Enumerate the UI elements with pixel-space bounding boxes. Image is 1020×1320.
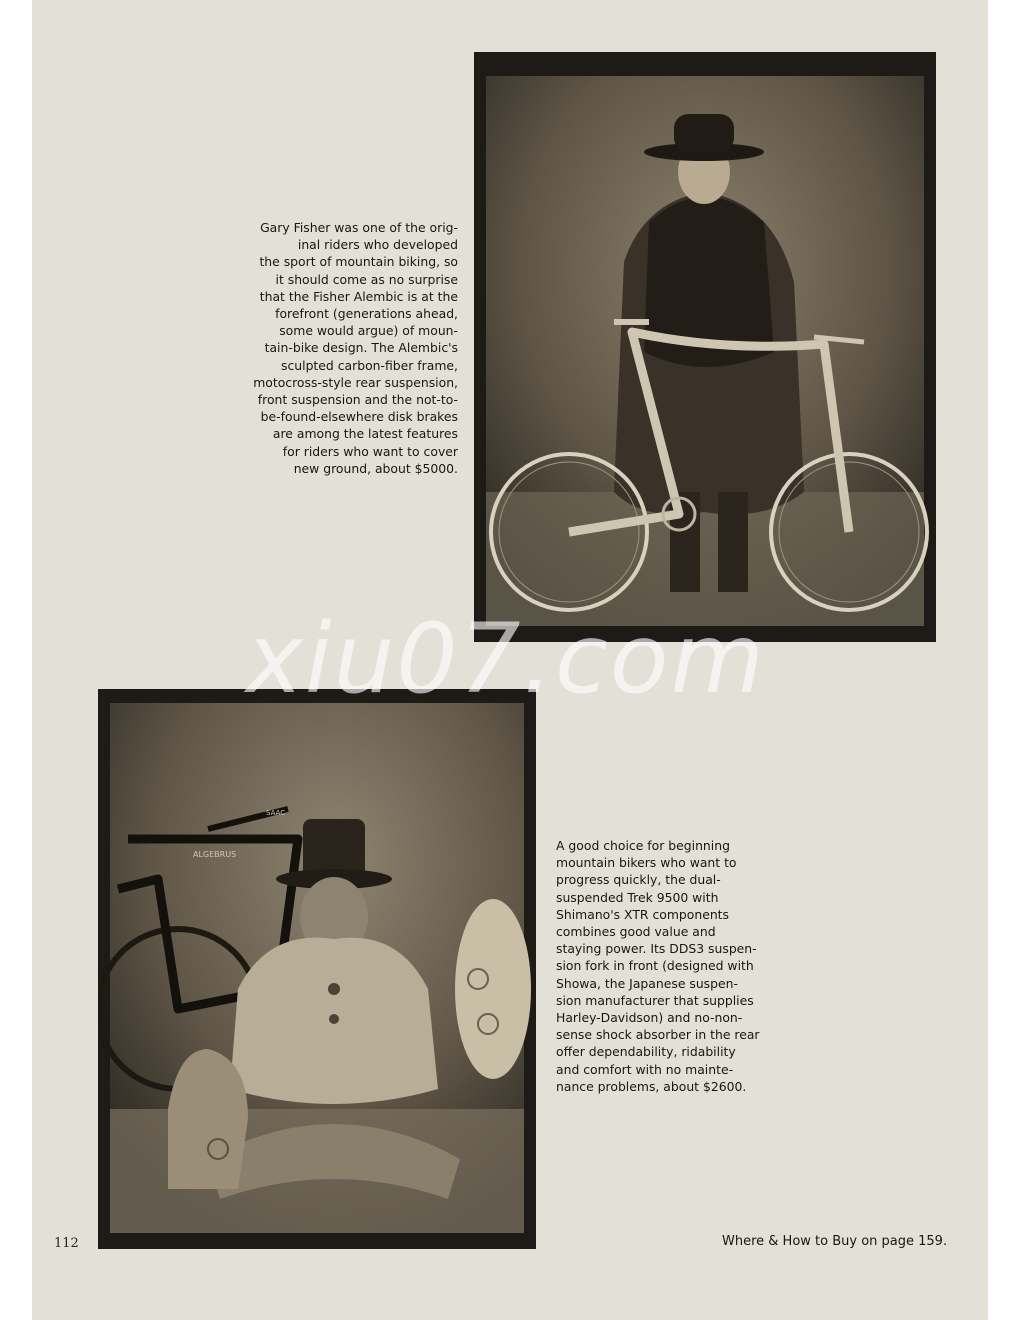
caption-line: and comfort with no mainte- — [556, 1061, 734, 1077]
bike-downtube-label: ALGEBRUS — [193, 850, 237, 859]
photo-fisher-alembic — [474, 52, 936, 642]
caption-line: for riders who want to cover — [282, 443, 458, 459]
caption-line: Shimano's XTR components — [556, 906, 729, 922]
caption-line: staying power. Its DDS3 suspen- — [556, 941, 757, 957]
caption-line: Gary Fisher was one of the orig- — [260, 220, 458, 235]
bike-bar-label: SAAC — [266, 809, 286, 817]
caption-line: new ground, about $5000. — [293, 460, 458, 476]
caption-line: Showa, the Japanese suspen- — [556, 975, 738, 991]
caption-line: it should come as no surprise — [275, 271, 458, 287]
caption-line: mountain bikers who want to — [556, 855, 737, 871]
caption-line: front suspension and the not-to- — [257, 392, 458, 408]
caption-line: inal riders who developed — [297, 237, 458, 253]
caption-trek-9500 — [556, 837, 786, 1095]
caption-line: some would argue) of moun- — [279, 323, 458, 339]
where-to-buy-note: Where & How to Buy on page 159. — [722, 1234, 948, 1249]
caption-line: the sport of mountain biking, so — [259, 254, 458, 270]
caption-line: that the Fisher Alembic is at the — [259, 288, 458, 304]
caption-line: tain-bike design. The Alembic's — [264, 340, 458, 356]
watermark: xiu07.com — [246, 603, 767, 715]
caption-line: sion manufacturer that supplies — [556, 992, 754, 1008]
caption-line: Harley-Davidson) and no-non- — [556, 1010, 743, 1026]
page-number: 112 — [54, 1236, 79, 1251]
caption-line: suspended Trek 9500 with — [556, 889, 719, 905]
caption-line: motocross-style rear suspension, — [253, 374, 458, 390]
caption-line: be-found-elsewhere disk brakes — [260, 409, 458, 425]
caption-line: nance problems, about $2600. — [556, 1078, 747, 1094]
caption-line: sion fork in front (designed with — [556, 958, 754, 974]
caption-line: combines good value and — [556, 924, 716, 940]
caption-line: offer dependability, ridability — [556, 1044, 736, 1060]
caption-line: sculpted carbon-fiber frame, — [281, 357, 458, 373]
caption-line: A good choice for beginning — [556, 838, 730, 853]
photo-trek-9500 — [98, 689, 536, 1249]
caption-fisher-alembic — [250, 219, 458, 477]
caption-line: forefront (generations ahead, — [275, 306, 458, 322]
caption-line: progress quickly, the dual- — [556, 872, 721, 888]
caption-line: are among the latest features — [272, 426, 458, 442]
caption-line: sense shock absorber in the rear — [556, 1027, 760, 1043]
